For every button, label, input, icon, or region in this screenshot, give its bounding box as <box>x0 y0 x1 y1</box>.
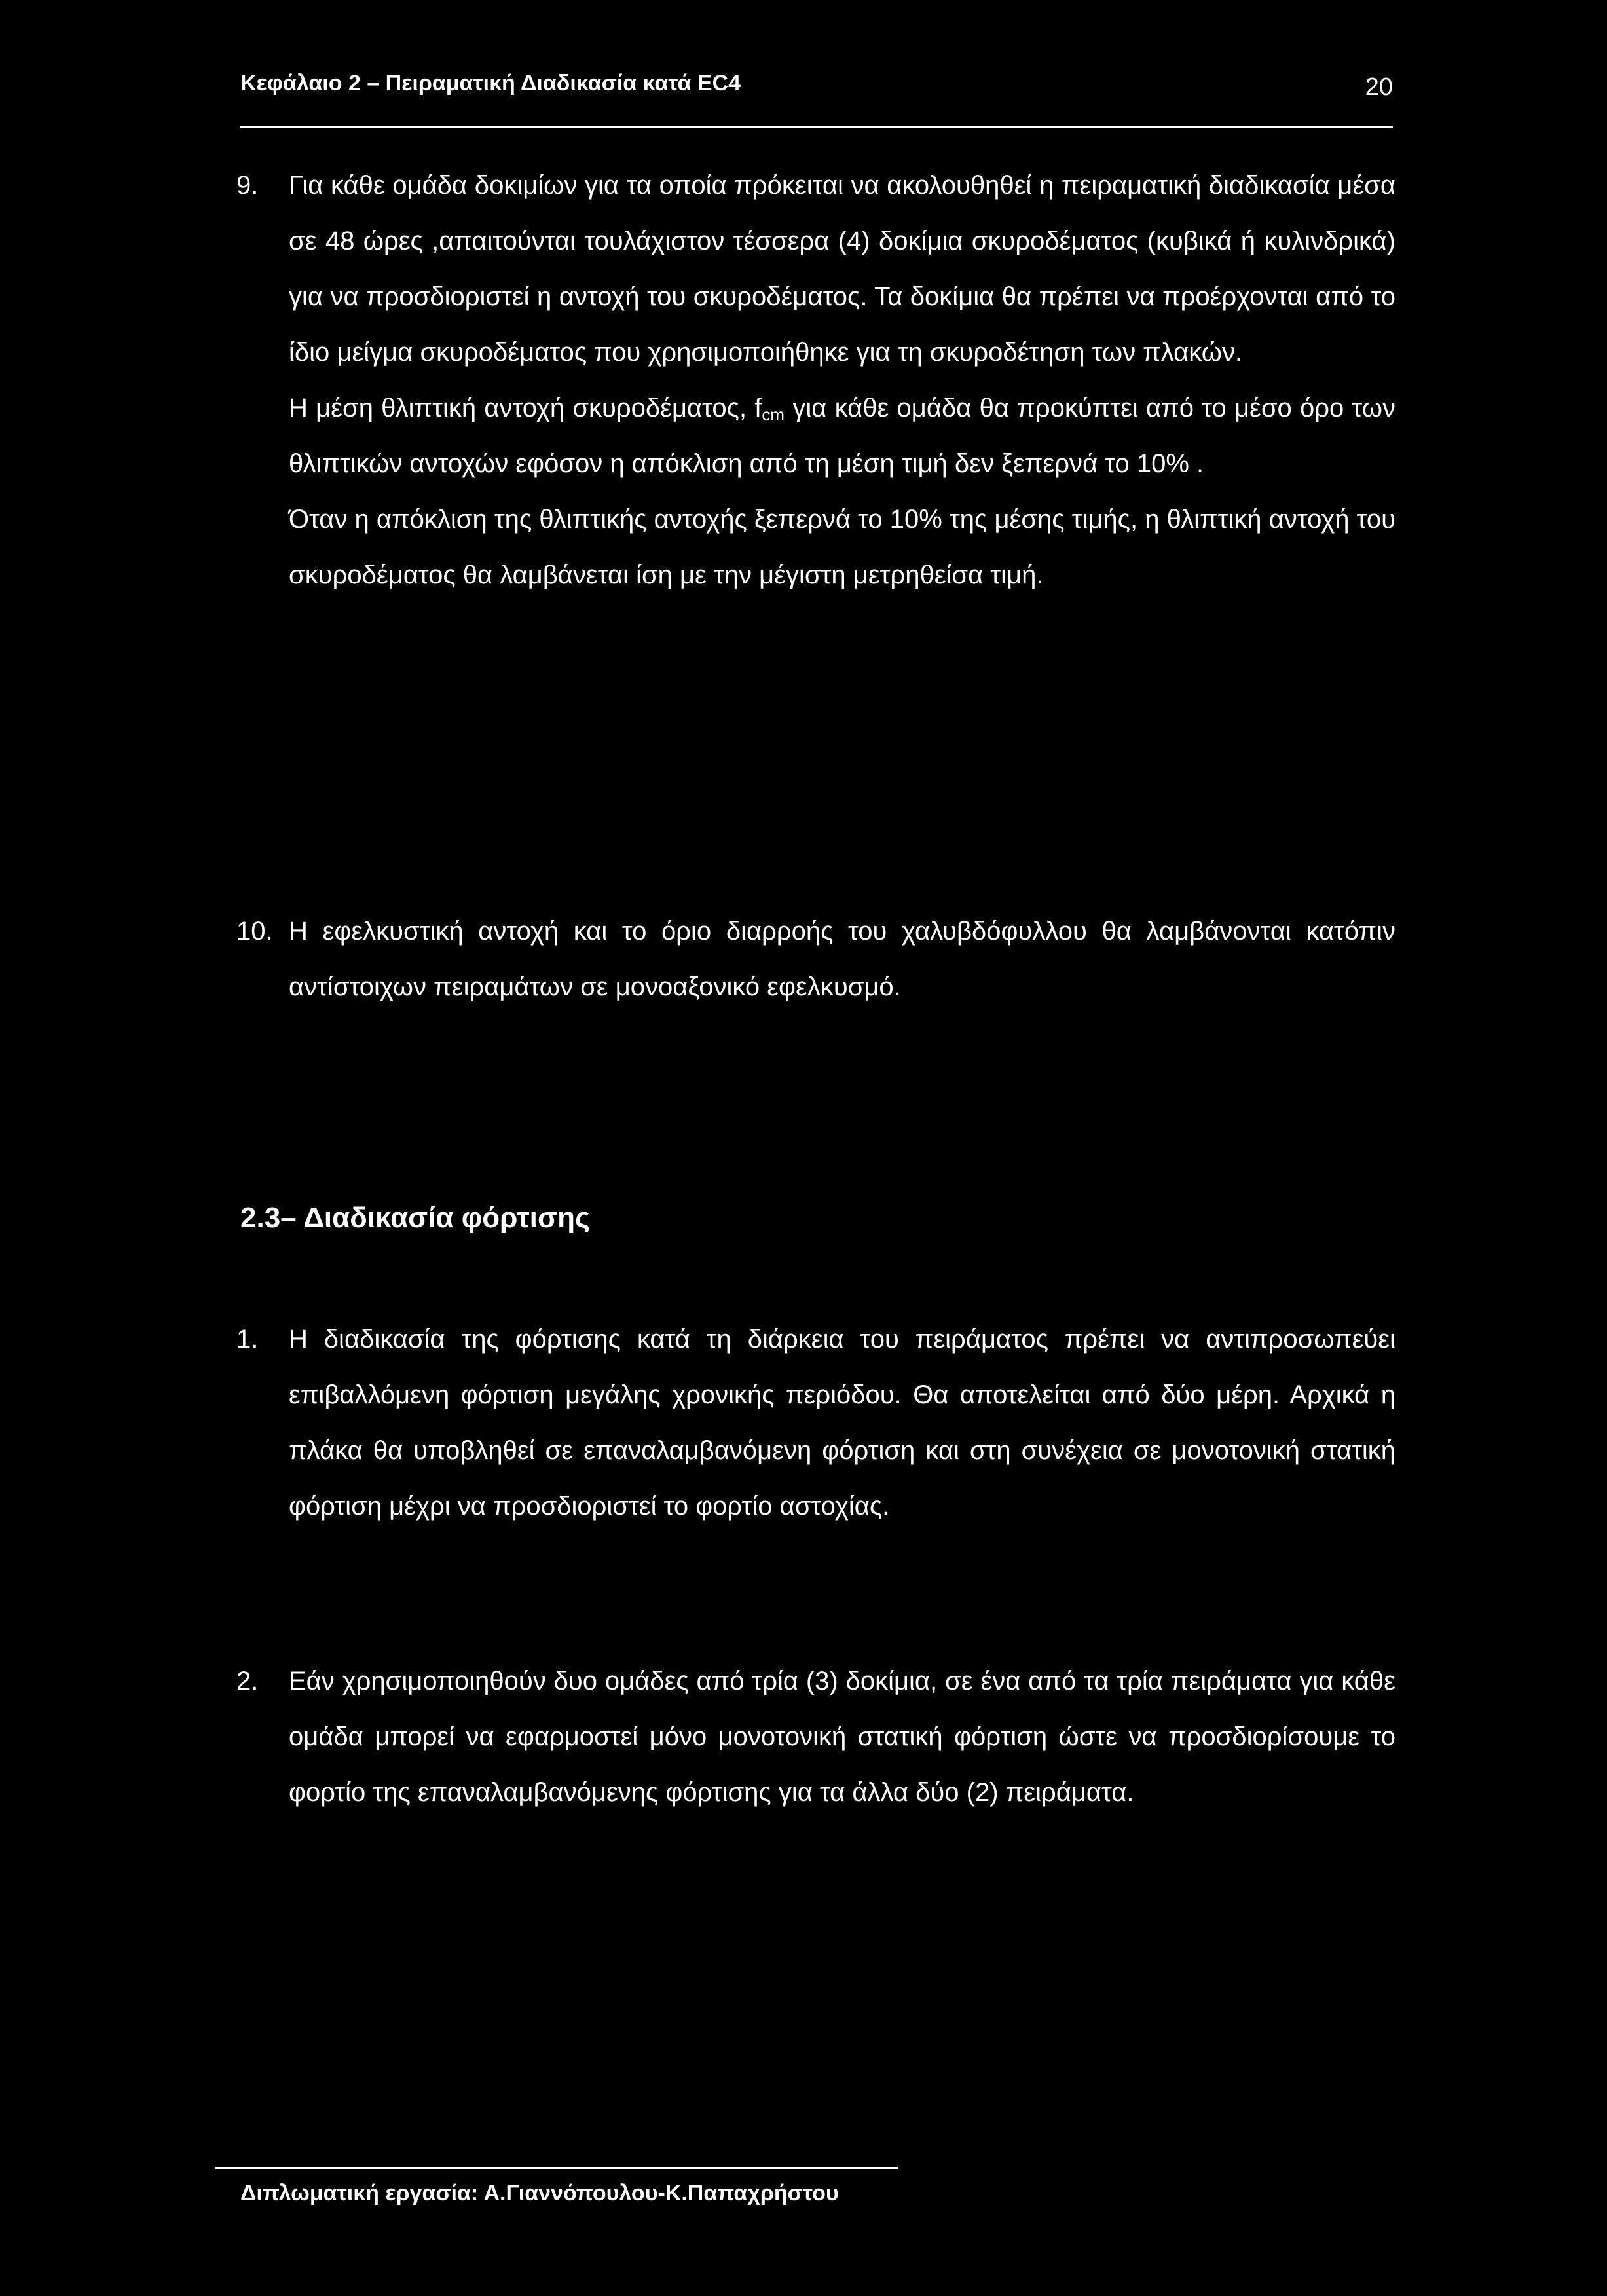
footer-divider <box>215 2167 898 2169</box>
header-divider <box>240 126 1393 128</box>
chapter-title: Κεφάλαιο 2 – Πειραματική Διαδικασία κατά EC4 <box>240 71 741 96</box>
list-item-10 <box>236 904 1395 1015</box>
list-item-9 <box>236 158 1395 603</box>
page-footer: Διπλωματική εργασία: Α.Γιαννόπουλου-Κ.Παπαχρήστου <box>240 2181 839 2206</box>
list-item-number: 10. <box>236 917 273 946</box>
list-item-number: 9. <box>236 171 259 200</box>
paragraph: Για κάθε ομάδα δοκιμίων για τα οποία πρόκειται να ακολουθηθεί η πειραματική διαδικασία μέσα σε 48 ώρες ,απαιτούνται τουλάχιστον τέσσερα (4) δοκίμια σκυροδέματος (κυβικά ή κυλινδρικά) για να προσδιοριστεί η αντοχή του σκυροδέματος. Τα δοκίμια θα πρέπει να προέρχονται από το ίδιο μείγμα σκυροδέματος που χρησιμοποιήθηκε για τη σκυροδέτηση των πλακών. <box>289 171 1395 367</box>
list-item-number: 2. <box>236 1667 259 1695</box>
list-item-number: 1. <box>236 1325 259 1354</box>
page-number: 20 <box>1365 73 1393 101</box>
paragraph: Η διαδικασία της φόρτισης κατά τη διάρκεια του πειράματος πρέπει να αντιπροσωπεύει επιβαλλόμενη φόρτιση μεγάλης χρονικής περιόδου. Θα αποτελείται από δύο μέρη. Αρχικά η πλάκα θα υποβληθεί σε επαναλαμβανόμενη φόρτιση και στη συνέχεια σε μονοτονική στατική φόρτιση μέχρι να προσδιοριστεί το φορτίο αστοχίας. <box>289 1325 1395 1521</box>
paragraph: Εάν χρησιμοποιηθούν δυο ομάδες από τρία (3) δοκίμια, σε ένα από τα τρία πειράματα για κάθε ομάδα μπορεί να εφαρμοστεί μόνο μονοτονική στατική φόρτιση ώστε να προσδιορίσουμε το φορτίο της επαναλαμβανόμενης φόρτισης για τα άλλα δύο (2) πειράματα. <box>289 1667 1395 1807</box>
paragraph: Όταν η απόκλιση της θλιπτικής αντοχής ξεπερνά το 10% της μέσης τιμής, η θλιπτική αντοχή του σκυροδέματος θα λαμβάνεται ίση με την μέγιστη μετρηθείσα τιμή. <box>289 505 1395 589</box>
list-item-1 <box>236 1312 1395 1534</box>
section-heading: 2.3– Διαδικασία φόρτισης <box>240 1202 590 1234</box>
list-item-2 <box>236 1654 1395 1821</box>
page-header <box>240 71 1393 105</box>
paragraph-mean-strength: Η μέση θλιπτική αντοχή σκυροδέματος, $f_{cm}$ για κάθε ομάδα θα προκύπτει από το μέσο όρο των θλιπτικών αντοχών εφόσον η απόκλιση από τη μέση τιμή δεν ξεπερνά το 10% . <box>289 394 1395 478</box>
paragraph: Η εφελκυστική αντοχή και το όριο διαρροής του χαλυβδόφυλλου θα λαμβάνονται κατόπιν αντίστοιχων πειραμάτων σε μονοαξονικό εφελκυσμό. <box>289 917 1395 1001</box>
